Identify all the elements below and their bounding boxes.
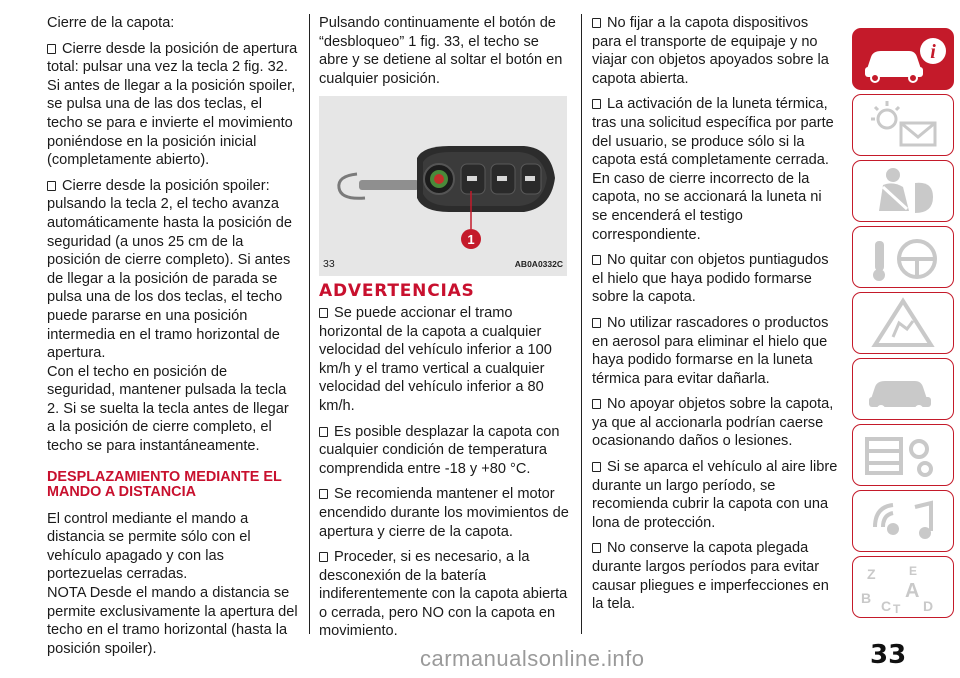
warning-item: Si se aparca el vehículo al aire libre durante un largo período, se recomienda cubrir la capota con una lona de protección. (592, 459, 838, 531)
dashboard-warning-icon (853, 95, 955, 157)
checkbox-bullet-icon (592, 255, 601, 265)
checkbox-bullet-icon (592, 318, 601, 328)
section-heading: DESPLAZAMIENTO MEDIANTE EL MANDO A DISTANCIA (47, 468, 282, 501)
checkbox-bullet-icon (319, 552, 328, 562)
tab-maintenance[interactable] (852, 358, 954, 420)
svg-text:E: E (909, 564, 918, 578)
svg-text:A: A (905, 580, 920, 602)
technical-gears-icon (853, 425, 955, 487)
warning-item: No quitar con objetos puntiagudos el hielo que haya podido formarse sobre la capota. (592, 252, 829, 306)
paragraph: Pulsando continuamente el botón de “desbloqueo” 1 fig. 33, el techo se abre y se detiene al soltar el botón en cualquier posición. (319, 15, 563, 87)
checkbox-bullet-icon (319, 489, 328, 499)
paragraph: El control mediante el mando a distancia se permite sólo con el vehículo apagado y con las portezuelas cerradas. (47, 510, 251, 583)
warning-item: No utilizar rascadores o productos en aerosol para eliminar el hielo que haya podido formarse en la luneta térmica para evitar dañarla. (592, 314, 829, 387)
column-divider (581, 14, 582, 634)
checkbox-bullet-icon (319, 427, 328, 437)
page-number: 33 (870, 640, 907, 670)
svg-text:T: T (893, 602, 901, 616)
tab-safety[interactable] (852, 160, 954, 222)
tab-emergency[interactable] (852, 292, 954, 354)
warning-item: Proceder, si es necesario, a la desconexión de la batería indiferentemente con la capota abierta o cerrada, pero NO con la capota en movimiento. (319, 549, 568, 640)
alphabetical-index-icon (853, 557, 955, 619)
checkbox-bullet-icon (47, 44, 56, 54)
checkbox-bullet-icon (47, 181, 56, 191)
tab-car-info[interactable] (852, 28, 954, 90)
paragraph: Si antes de llegar a la posición spoiler, se pulsa una de las dos teclas, el techo se para e invierte el movimiento poniéndose en la posición inicial (completamente abierto). (47, 77, 296, 169)
tab-technical[interactable] (852, 424, 954, 486)
svg-text:B: B (861, 590, 872, 606)
svg-text:i: i (930, 41, 936, 63)
key-fob-illustration (319, 96, 567, 276)
column-right (592, 14, 840, 614)
tab-starting[interactable] (852, 226, 954, 288)
warning-item: Se puede accionar el tramo horizontal de la capota a cualquier velocidad del vehículo inferior a 100 km/h y el tramo vertical a cualquier velocidad del vehículo inferior a 80 km/h. (319, 304, 552, 414)
checkbox-bullet-icon (592, 462, 601, 472)
column-left (47, 14, 299, 658)
emergency-triangle-icon (853, 293, 955, 355)
note-paragraph: NOTA Desde el mando a distancia se permite exclusivamente la apertura del techo en el tramo horizontal (hasta la posición spoiler). (47, 585, 298, 657)
watermark: carmanualsonline.info (420, 646, 645, 671)
paragraph: Con el techo en posición de seguridad, mantener pulsada la tecla 2. Si se suelta la tecla antes de llegar a la posición de cierre completo, el techo se para instantáneamente. (47, 363, 289, 455)
car-maintenance-icon (853, 359, 955, 421)
warning-item: No fijar a la capota dispositivos para el transporte de equipaje y no viajar con objetos apoyados sobre la capota abierta. (592, 15, 829, 87)
warnings-title: ADVERTENCIAS (319, 281, 475, 302)
tab-dashboard[interactable] (852, 94, 954, 156)
callout-number: 1 (467, 232, 475, 248)
warning-item: No apoyar objetos sobre la capota, ya que al accionarla podrían caerse ocasionando daños o lesiones. (592, 396, 834, 450)
multimedia-icon (853, 491, 955, 553)
checkbox-bullet-icon (592, 543, 601, 553)
figure-number: 33 (323, 257, 335, 270)
warning-item: No conserve la capota plegada durante largos períodos para evitar causar pliegues e imperfecciones en la tela. (592, 540, 829, 613)
checkbox-bullet-icon (592, 18, 601, 28)
svg-text:Z: Z (867, 566, 876, 582)
figure-code: AB0A0332C (514, 258, 563, 269)
key-fob-figure (319, 96, 567, 276)
warning-item: Es posible desplazar la capota con cualquier condición de temperatura comprendida entre -18 y +80 °C. (319, 423, 560, 477)
tab-index[interactable] (852, 556, 954, 618)
warning-item: Se recomienda mantener el motor encendido durante los movimientos de apertura y cierre de la capota. (319, 486, 569, 540)
safety-seatbelt-icon (853, 161, 955, 223)
checkbox-bullet-icon (319, 308, 328, 318)
column-divider (309, 14, 310, 634)
intro-text: Cierre de la capota: (47, 15, 175, 31)
steering-key-icon (853, 227, 955, 289)
car-info-icon (853, 29, 955, 91)
svg-text:C: C (881, 598, 892, 614)
column-middle (319, 14, 571, 641)
bullet-item: Cierre desde la posición de apertura total: pulsar una vez la tecla 2 fig. 32. (47, 40, 298, 76)
tab-multimedia[interactable] (852, 490, 954, 552)
warning-item: La activación de la luneta térmica, tras una solicitud específica por parte del usuario, se produce sólo si la capota está completamente cerrada. En caso de cierre incorrecto de la capota, no se accionará la luneta ni se encenderá el testigo correspondiente. (592, 96, 834, 243)
bullet-item: Cierre desde la posición spoiler: pulsando la tecla 2, el techo avanza automáticamente hasta la posición de seguridad (a unos 25 cm de la posición de cierre completo). Si antes de llegar a la posición de parada se pulsa una de los dos teclas, el techo puede pararse en una posición intermedia en el tramo horizontal de apertura. (47, 177, 293, 362)
checkbox-bullet-icon (592, 99, 601, 109)
svg-text:D: D (923, 598, 934, 614)
checkbox-bullet-icon (592, 399, 601, 409)
